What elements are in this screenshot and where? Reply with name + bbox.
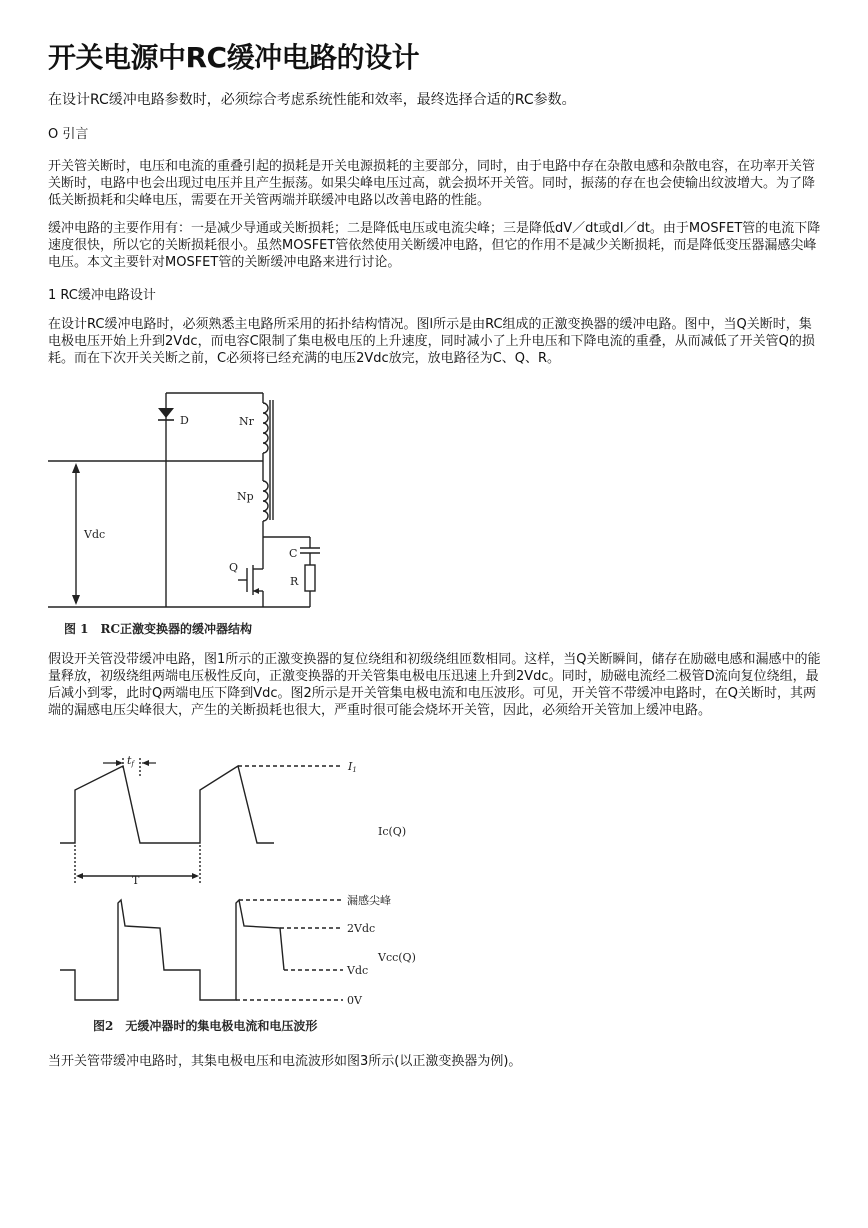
- paragraph-4: 假设开关管没带缓冲电路，图1所示的正激变换器的复位绕组和初级绕组匝数相同。这样，当Q关断瞬间，储存在励磁电感和漏感中的能量释放，初级绕组两端电压极性反向，正激变换器的开关管集电极电压迅速上升到2Vdc。同时，励磁电流经二极管D流向复位绕组，最后减小到零，此时Q两端电压下降到Vdc。图2所示是开关管集电极电流和电压波形。可见，开关管不带缓冲电路时，在Q关断时，其两端的漏感电压尖峰很大，产生的关断损耗也很大，严重时很可能会烧坏开关管，因此，必须给开关管加上缓冲电路。: [48, 652, 821, 718]
- section-heading-intro: O 引言: [48, 127, 89, 142]
- label-r: R: [290, 575, 299, 588]
- figure-1-caption: 图 1 RC正激变换器的缓冲器结构: [64, 622, 253, 636]
- paragraph-3: 在设计RC缓冲电路时，必须熟悉主电路所采用的拓扑结构情况。图l所示是由RC组成的正激变换器的缓冲电路。图中，当Q关断时，集电极电压开始上升到2Vdc，而电容C限制了集电极电压的上升速度，同时减小了上升电压和下降电流的重叠，从而减低了开关管Q的损耗。而在下次开关关断之前，C必须将已经充满的电压2Vdc放完，放电路径为C、Q、R。: [48, 317, 815, 366]
- figure-1: [48, 385, 348, 649]
- paragraph-2: 缓冲电路的主要作用有：一是减少导通或关断损耗；二是降低电压或电流尖峰；三是降低dV／dt或dI／dt。由于MOSFET管的电流下降速度很快，所以它的关断损耗很小。虽然MOSFET管依然使用关断缓冲电路，但它的作用不是减少关断损耗，而是降低变压器漏感尖峰电压。本文主要针对MOSFET管的关断缓冲电路来进行讨论。: [48, 221, 821, 270]
- label-period: T: [132, 874, 140, 887]
- label-2vdc: 2Vdc: [347, 922, 376, 935]
- figure-2: [48, 748, 428, 1044]
- label-i1: I1: [348, 760, 357, 774]
- label-nr: Nr: [239, 415, 254, 428]
- label-spike: 漏感尖峰: [347, 894, 391, 907]
- label-vce: Vcc(Q): [378, 951, 416, 964]
- waveform-diagram: [48, 748, 428, 1040]
- paragraph-5: 当开关管带缓冲电路时，其集电极电压和电流波形如图3所示(以正激变换器为例)。: [48, 1054, 522, 1069]
- label-d: D: [180, 414, 189, 427]
- paragraph-1: 开关管关断时，电压和电流的重叠引起的损耗是开关电源损耗的主要部分，同时，由于电路中存在杂散电感和杂散电容，在功率开关管关断时，电路中也会出现过电压并且产生振荡。如果尖峰电压过高，就会损坏开关管。同时，振荡的存在也会使输出纹波增大。为了降低关断损耗和尖峰电压，需要在开关管两端并联缓冲电路以改善电路的性能。: [48, 159, 816, 208]
- label-0v: 0V: [347, 994, 362, 1007]
- label-vdc: Vdc: [84, 528, 106, 541]
- label-q: Q: [229, 561, 239, 574]
- circuit-diagram: [48, 385, 348, 645]
- label-c: C: [289, 547, 298, 560]
- page-title: 开关电源中RC缓冲电路的设计: [48, 41, 420, 74]
- label-vdc-level: Vdc: [347, 964, 369, 977]
- section-heading-1: 1 RC缓冲电路设计: [48, 288, 156, 303]
- figure-2-caption: 图2 无缓冲器时的集电极电流和电压波形: [93, 1019, 318, 1033]
- label-np: Np: [237, 490, 254, 503]
- label-tf: tf: [127, 754, 135, 768]
- intro-paragraph: 在设计RC缓冲电路参数时，必须综合考虑系统性能和效率，最终选择合适的RC参数。: [48, 92, 576, 108]
- label-ic: Ic(Q): [378, 825, 407, 838]
